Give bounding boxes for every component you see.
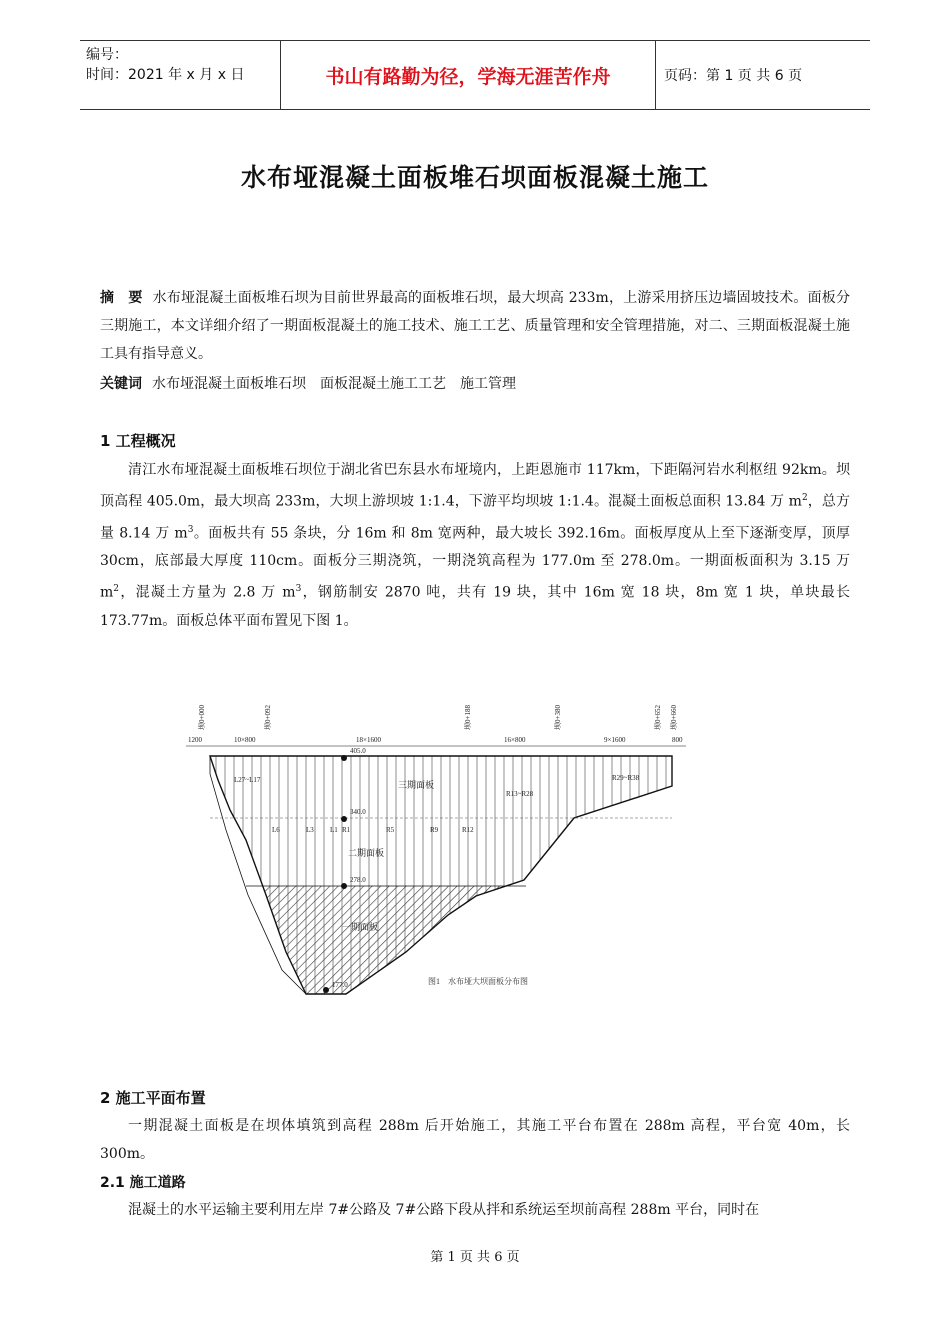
keywords-text: 水布垭混凝土面板堆石坝 面板混凝土施工工艺 施工管理 bbox=[152, 376, 516, 392]
slab-r1: R1 bbox=[342, 826, 351, 834]
dam-face-slab-figure bbox=[186, 690, 706, 1002]
slab-l6: L6 bbox=[272, 826, 280, 834]
station-0: 坝0+000 bbox=[198, 705, 206, 730]
elev-278: 278.0 bbox=[350, 876, 366, 884]
dim-2: 18×1600 bbox=[356, 736, 381, 744]
station-labels bbox=[197, 705, 678, 730]
dim-5: 800 bbox=[672, 736, 683, 744]
zone-stage1: 一期面板 bbox=[342, 922, 379, 932]
slab-l1: L1 bbox=[330, 826, 338, 834]
zone-stage3: 三期面板 bbox=[398, 780, 435, 790]
slab-labels bbox=[234, 774, 640, 834]
station-2: 坝0+188 bbox=[464, 705, 472, 730]
section1-heading: 1 工程概况 bbox=[100, 432, 176, 450]
station-1: 坝0+092 bbox=[264, 705, 272, 730]
abstract-label: 摘 要 bbox=[100, 290, 143, 306]
s1-sup2: 3 bbox=[187, 524, 194, 535]
page-title: 水布垭混凝土面板堆石坝面板混凝土施工 bbox=[240, 163, 709, 192]
slab-r29: R29~R38 bbox=[612, 774, 640, 782]
s1-sup1: 2 bbox=[801, 493, 808, 503]
number-label: 编号： bbox=[86, 47, 128, 63]
page-footer: 第 1 页 共 6 页 bbox=[430, 1250, 520, 1265]
abstract bbox=[100, 284, 850, 368]
s1-sup4: 3 bbox=[295, 584, 302, 595]
s1-text-c: 。面板共有 55 条块，分 16m 和 8m 宽两种，最大坡长 392.16m。面板厚度从上至下逐渐变厚，顶厚 30cm，底部最大厚度 110cm。面板分三期浇筑，一期浇筑高程为 177.0m 至 278.0m。一期面板面积为 3.15 万 m bbox=[100, 525, 850, 601]
s1-text-b: ，总方量 8.14 万 m bbox=[100, 493, 851, 542]
figure-caption: 图1 水布垭大坝面板分布图 bbox=[428, 977, 528, 986]
station-3: 坝0+380 bbox=[554, 705, 562, 730]
section1-paragraph bbox=[100, 456, 850, 635]
s1-text-e: ，钢筋制安 2870 吨，共有 19 块，其中 16m 宽 18 块，8m 宽 1 块，单块最长 173.77m。面板总体平面布置见下图 1。 bbox=[100, 584, 851, 629]
slab-r9: R9 bbox=[430, 826, 439, 834]
slab-r12: R12 bbox=[462, 826, 474, 834]
dim-4: 9×1600 bbox=[604, 736, 626, 744]
keywords bbox=[100, 370, 850, 398]
slab-r13: R13~R28 bbox=[506, 790, 534, 798]
station-5: 坝0+660 bbox=[670, 705, 678, 730]
header-motto: 书山有路勤为径，学海无涯苦作舟 bbox=[280, 41, 656, 109]
elev-177: 177.0 bbox=[332, 981, 348, 989]
abstract-text: 水布垭混凝土面板堆石坝为目前世界最高的面板堆石坝，最大坝高 233m，上游采用挤压边墙固坡技术。面板分三期施工，本文详细介绍了一期面板混凝土的施工技术、施工工艺、质量管理和安全管理措施，对二、三期面板混凝土施工具有指导意义。 bbox=[100, 290, 850, 362]
s1-text-d: ，混凝土方量为 2.8 万 m bbox=[119, 584, 296, 601]
slab-l27: L27~L17 bbox=[234, 776, 261, 784]
page-header bbox=[80, 40, 870, 110]
slab-l3: L3 bbox=[306, 826, 314, 834]
keywords-label: 关键词 bbox=[100, 376, 142, 392]
dim-1: 10×800 bbox=[234, 736, 256, 744]
header-page-info: 页码：第 1 页 共 6 页 bbox=[664, 68, 803, 84]
section2-heading: 2 施工平面布置 bbox=[100, 1089, 206, 1107]
station-4: 坝0+652 bbox=[654, 705, 662, 730]
time-label: 时间：2021 年 x 月 x 日 bbox=[86, 67, 245, 83]
top-dimensions bbox=[188, 736, 683, 744]
s1-sup3: 2 bbox=[113, 584, 120, 595]
section21-paragraph: 混凝土的水平运输主要利用左岸 7#公路及 7#公路下段从拌和系统运至坝前高程 288m 平台，同时在 bbox=[128, 1202, 760, 1218]
dim-3: 16×800 bbox=[504, 736, 526, 744]
slab-lines bbox=[216, 756, 666, 996]
dim-0: 1200 bbox=[188, 736, 202, 744]
s1-text-a: 清江水布垭混凝土面板堆石坝位于湖北省巴东县水布垭境内，上距恩施市 117km，下距隔河岩水利枢纽 92km。坝顶高程 405.0m，最大坝高 233m，大坝上游坝坡 1:1.4，下游平均坝坡 1:1.4。混凝土面板总面积 13.84 万 m bbox=[100, 462, 850, 510]
header-meta bbox=[86, 45, 276, 85]
elev-405: 405.0 bbox=[350, 747, 366, 755]
section21-heading: 2.1 施工道路 bbox=[100, 1175, 186, 1191]
slab-r5: R5 bbox=[386, 826, 395, 834]
section2-paragraph: 一期混凝土面板是在坝体填筑到高程 288m 后开始施工，其施工平台布置在 288m 高程，平台宽 40m，长 300m。 bbox=[100, 1118, 850, 1162]
elev-340: 340.0 bbox=[350, 808, 366, 816]
zone-stage2: 二期面板 bbox=[348, 848, 385, 858]
